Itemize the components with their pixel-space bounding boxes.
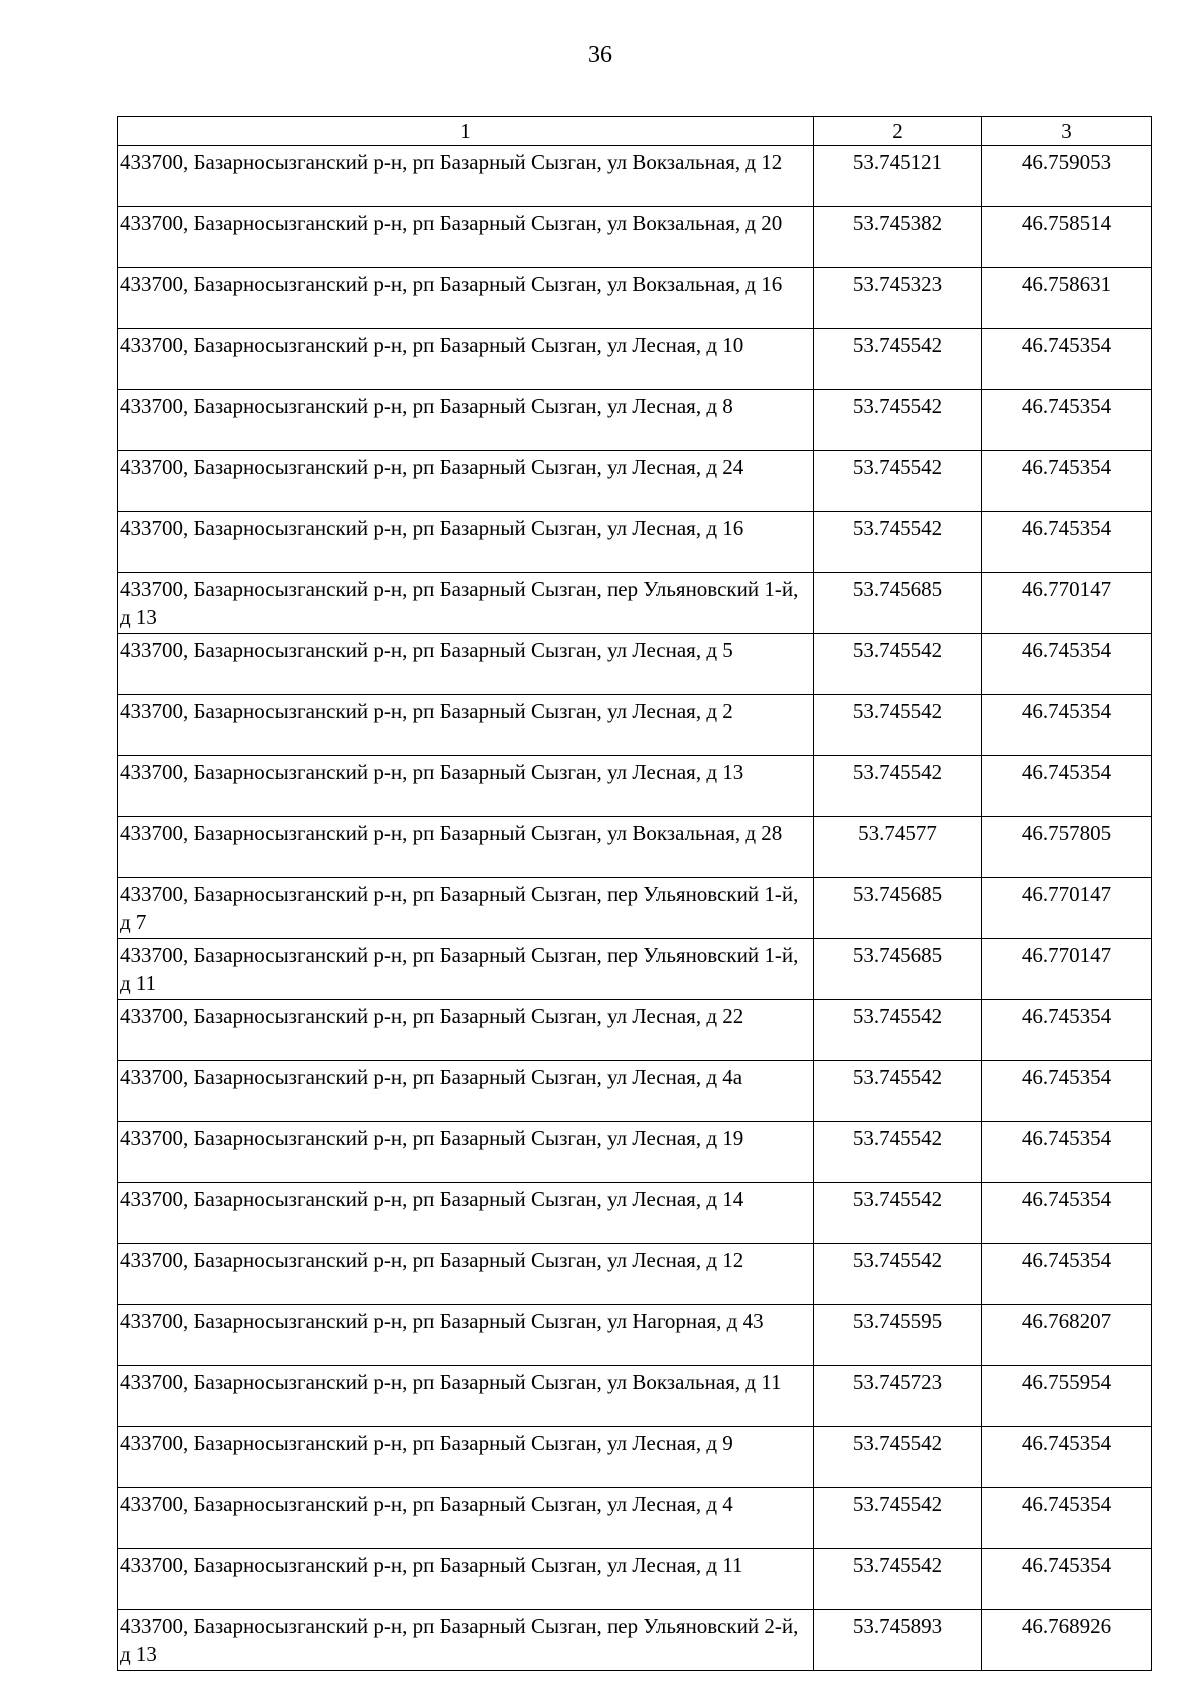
address-cell: 433700, Базарносызганский р-н, рп Базарный Сызган, ул Лесная, д 19 <box>118 1122 814 1183</box>
table-row <box>118 1305 1152 1366</box>
latitude-cell: 53.745542 <box>814 1000 982 1061</box>
latitude-cell: 53.745542 <box>814 1061 982 1122</box>
column-header-longitude: 3 <box>982 117 1152 146</box>
table-row <box>118 146 1152 207</box>
table-row <box>118 1427 1152 1488</box>
table-row <box>118 756 1152 817</box>
address-cell: 433700, Базарносызганский р-н, рп Базарный Сызган, ул Лесная, д 16 <box>118 512 814 573</box>
latitude-cell: 53.745542 <box>814 1122 982 1183</box>
longitude-cell: 46.745354 <box>982 1061 1152 1122</box>
table-row <box>118 939 1152 1000</box>
table-row <box>118 634 1152 695</box>
longitude-cell: 46.745354 <box>982 634 1152 695</box>
address-cell: 433700, Базарносызганский р-н, рп Базарный Сызган, пер Ульяновский 1-й, д 13 <box>118 573 814 634</box>
address-cell: 433700, Базарносызганский р-н, рп Базарный Сызган, ул Лесная, д 10 <box>118 329 814 390</box>
latitude-cell: 53.745542 <box>814 1549 982 1610</box>
address-cell: 433700, Базарносызганский р-н, рп Базарный Сызган, ул Лесная, д 5 <box>118 634 814 695</box>
latitude-cell: 53.745685 <box>814 878 982 939</box>
longitude-cell: 46.745354 <box>982 1427 1152 1488</box>
address-cell: 433700, Базарносызганский р-н, рп Базарный Сызган, ул Лесная, д 4а <box>118 1061 814 1122</box>
longitude-cell: 46.745354 <box>982 1244 1152 1305</box>
longitude-cell: 46.759053 <box>982 146 1152 207</box>
table-row <box>118 1549 1152 1610</box>
latitude-cell: 53.745542 <box>814 451 982 512</box>
latitude-cell: 53.745542 <box>814 512 982 573</box>
longitude-cell: 46.758631 <box>982 268 1152 329</box>
address-cell: 433700, Базарносызганский р-н, рп Базарный Сызган, ул Лесная, д 9 <box>118 1427 814 1488</box>
longitude-cell: 46.745354 <box>982 695 1152 756</box>
latitude-cell: 53.745542 <box>814 1244 982 1305</box>
longitude-cell: 46.745354 <box>982 451 1152 512</box>
table-row <box>118 817 1152 878</box>
table-row <box>118 1610 1152 1671</box>
latitude-cell: 53.745595 <box>814 1305 982 1366</box>
address-cell: 433700, Базарносызганский р-н, рп Базарный Сызган, пер Ульяновский 2-й, д 13 <box>118 1610 814 1671</box>
table-row <box>118 451 1152 512</box>
address-cell: 433700, Базарносызганский р-н, рп Базарный Сызган, ул Вокзальная, д 16 <box>118 268 814 329</box>
longitude-cell: 46.768207 <box>982 1305 1152 1366</box>
table-row <box>118 878 1152 939</box>
table-row <box>118 1061 1152 1122</box>
address-cell: 433700, Базарносызганский р-н, рп Базарный Сызган, ул Лесная, д 4 <box>118 1488 814 1549</box>
table-row <box>118 1366 1152 1427</box>
table-row <box>118 1244 1152 1305</box>
address-cell: 433700, Базарносызганский р-н, рп Базарный Сызган, ул Лесная, д 11 <box>118 1549 814 1610</box>
longitude-cell: 46.745354 <box>982 390 1152 451</box>
table-row <box>118 390 1152 451</box>
table-row <box>118 1488 1152 1549</box>
address-cell: 433700, Базарносызганский р-н, рп Базарный Сызган, ул Вокзальная, д 20 <box>118 207 814 268</box>
latitude-cell: 53.745685 <box>814 939 982 1000</box>
latitude-cell: 53.745542 <box>814 1427 982 1488</box>
table-row <box>118 1183 1152 1244</box>
address-cell: 433700, Базарносызганский р-н, рп Базарный Сызган, ул Лесная, д 24 <box>118 451 814 512</box>
column-header-latitude: 2 <box>814 117 982 146</box>
table-row <box>118 1000 1152 1061</box>
table-row <box>118 329 1152 390</box>
longitude-cell: 46.770147 <box>982 878 1152 939</box>
address-cell: 433700, Базарносызганский р-н, рп Базарный Сызган, ул Вокзальная, д 28 <box>118 817 814 878</box>
latitude-cell: 53.745121 <box>814 146 982 207</box>
address-cell: 433700, Базарносызганский р-н, рп Базарный Сызган, ул Лесная, д 14 <box>118 1183 814 1244</box>
latitude-cell: 53.745542 <box>814 695 982 756</box>
address-cell: 433700, Базарносызганский р-н, рп Базарный Сызган, пер Ульяновский 1-й, д 7 <box>118 878 814 939</box>
table-header-row <box>118 117 1152 146</box>
latitude-cell: 53.745542 <box>814 390 982 451</box>
longitude-cell: 46.745354 <box>982 1549 1152 1610</box>
latitude-cell: 53.745542 <box>814 329 982 390</box>
address-cell: 433700, Базарносызганский р-н, рп Базарный Сызган, пер Ульяновский 1-й, д 11 <box>118 939 814 1000</box>
longitude-cell: 46.768926 <box>982 1610 1152 1671</box>
longitude-cell: 46.745354 <box>982 1000 1152 1061</box>
latitude-cell: 53.745685 <box>814 573 982 634</box>
latitude-cell: 53.745542 <box>814 1488 982 1549</box>
table-row <box>118 512 1152 573</box>
address-cell: 433700, Базарносызганский р-н, рп Базарный Сызган, ул Лесная, д 13 <box>118 756 814 817</box>
latitude-cell: 53.745893 <box>814 1610 982 1671</box>
latitude-cell: 53.745723 <box>814 1366 982 1427</box>
latitude-cell: 53.74577 <box>814 817 982 878</box>
longitude-cell: 46.770147 <box>982 573 1152 634</box>
latitude-cell: 53.745382 <box>814 207 982 268</box>
address-cell: 433700, Базарносызганский р-н, рп Базарный Сызган, ул Вокзальная, д 12 <box>118 146 814 207</box>
longitude-cell: 46.755954 <box>982 1366 1152 1427</box>
longitude-cell: 46.745354 <box>982 329 1152 390</box>
address-coordinates-table <box>117 116 1152 1671</box>
table-row <box>118 695 1152 756</box>
address-cell: 433700, Базарносызганский р-н, рп Базарный Сызган, ул Лесная, д 12 <box>118 1244 814 1305</box>
address-cell: 433700, Базарносызганский р-н, рп Базарный Сызган, ул Лесная, д 22 <box>118 1000 814 1061</box>
address-cell: 433700, Базарносызганский р-н, рп Базарный Сызган, ул Вокзальная, д 11 <box>118 1366 814 1427</box>
table-row <box>118 573 1152 634</box>
longitude-cell: 46.758514 <box>982 207 1152 268</box>
longitude-cell: 46.770147 <box>982 939 1152 1000</box>
table-row <box>118 1122 1152 1183</box>
longitude-cell: 46.745354 <box>982 1122 1152 1183</box>
latitude-cell: 53.745323 <box>814 268 982 329</box>
table-body <box>118 146 1152 1671</box>
longitude-cell: 46.745354 <box>982 756 1152 817</box>
longitude-cell: 46.745354 <box>982 512 1152 573</box>
latitude-cell: 53.745542 <box>814 634 982 695</box>
latitude-cell: 53.745542 <box>814 1183 982 1244</box>
address-cell: 433700, Базарносызганский р-н, рп Базарный Сызган, ул Нагорная, д 43 <box>118 1305 814 1366</box>
longitude-cell: 46.745354 <box>982 1488 1152 1549</box>
column-header-address: 1 <box>118 117 814 146</box>
page-number: 36 <box>588 42 612 68</box>
address-cell: 433700, Базарносызганский р-н, рп Базарный Сызган, ул Лесная, д 2 <box>118 695 814 756</box>
longitude-cell: 46.745354 <box>982 1183 1152 1244</box>
table-row <box>118 207 1152 268</box>
latitude-cell: 53.745542 <box>814 756 982 817</box>
longitude-cell: 46.757805 <box>982 817 1152 878</box>
table-row <box>118 268 1152 329</box>
address-cell: 433700, Базарносызганский р-н, рп Базарный Сызган, ул Лесная, д 8 <box>118 390 814 451</box>
